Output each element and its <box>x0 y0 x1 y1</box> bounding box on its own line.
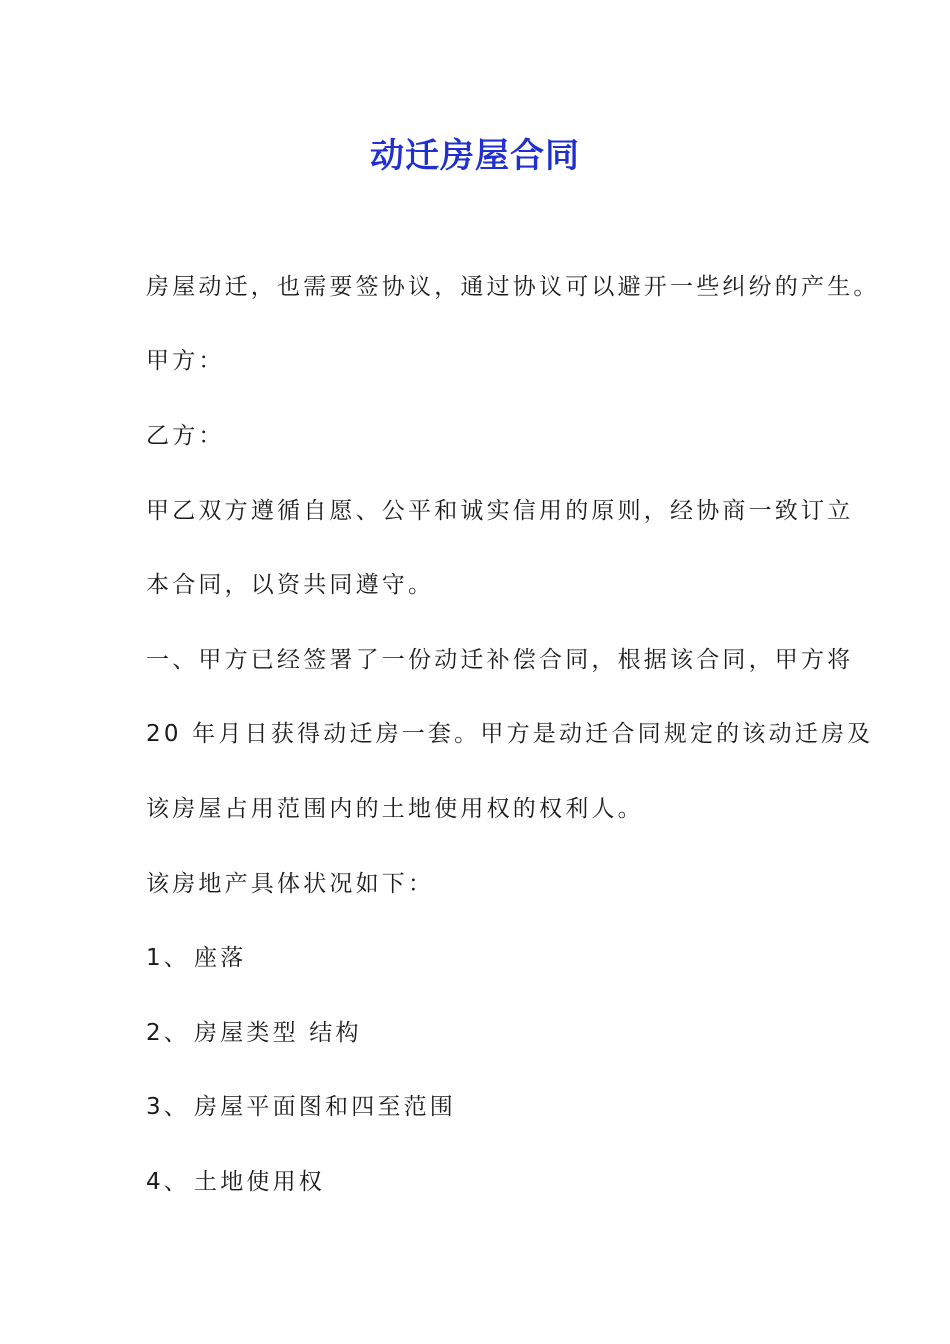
list-item-text: 房屋平面图和四至范围 <box>194 1094 456 1120</box>
list-item-number: 1、 <box>146 945 190 971</box>
party-b-label: 乙方： <box>146 423 225 449</box>
list-item <box>146 943 246 973</box>
clause-one-line-3: 该房屋占用范围内的土地使用权的权利人。 <box>146 796 644 822</box>
property-status-heading: 该房地产具体状况如下： <box>146 871 435 897</box>
list-item-number: 2、 <box>146 1020 190 1046</box>
party-a-label: 甲方： <box>146 348 225 374</box>
clause-one-line-2: 20 年月日获得动迁房一套。甲方是动迁合同规定的该动迁房及 <box>146 721 874 747</box>
list-item-number: 3、 <box>146 1094 190 1120</box>
principles-paragraph-line-1: 甲乙双方遵循自愿、公平和诚实信用的原则，经协商一致订立 <box>146 498 854 524</box>
document-title: 动迁房屋合同 <box>370 136 580 176</box>
list-item <box>146 1018 362 1048</box>
clause-one-line-1: 一、甲方已经签署了一份动迁补偿合同，根据该合同，甲方将 <box>146 647 854 673</box>
principles-paragraph-line-2: 本合同，以资共同遵守。 <box>146 572 435 598</box>
list-item <box>146 1092 456 1122</box>
list-item <box>146 1167 325 1197</box>
list-item-text: 土地使用权 <box>194 1169 325 1195</box>
list-item-text: 座落 <box>194 945 247 971</box>
list-item-text: 房屋类型 结构 <box>194 1020 362 1046</box>
intro-paragraph: 房屋动迁，也需要签协议，通过协议可以避开一些纠纷的产生。 <box>146 274 880 300</box>
list-item-number: 4、 <box>146 1169 190 1195</box>
